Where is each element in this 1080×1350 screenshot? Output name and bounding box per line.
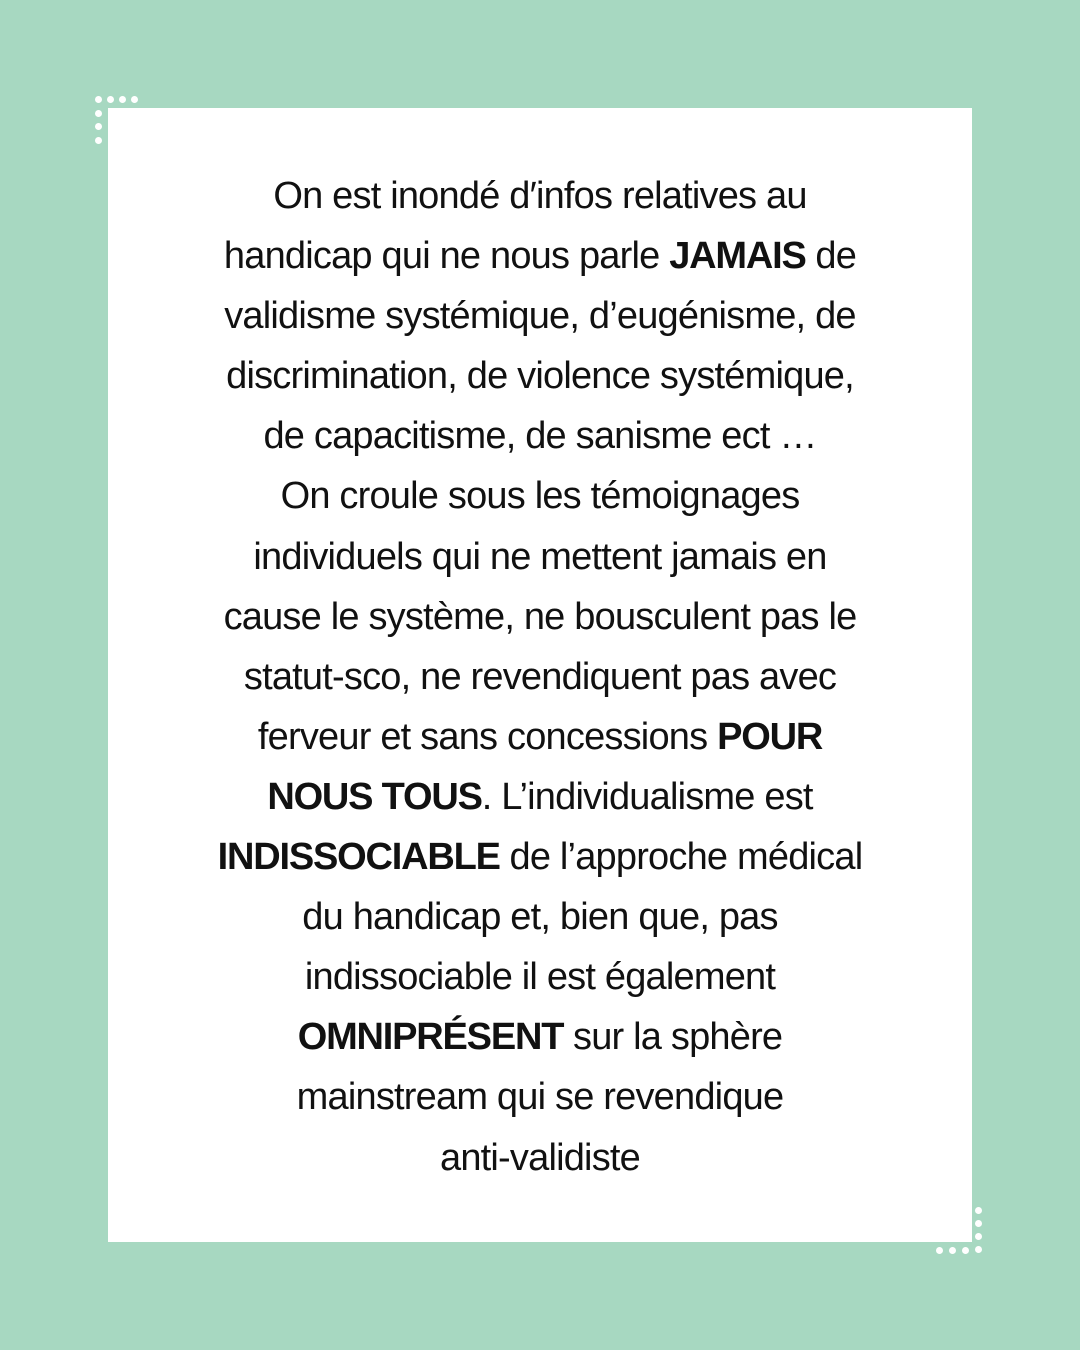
- text-line: [0, 527, 1080, 587]
- text-line: [0, 827, 1080, 887]
- text-line: [0, 286, 1080, 346]
- text-line: [0, 406, 1080, 466]
- text-line: [0, 466, 1080, 526]
- emphasis-text: OMNIPRÉSENT: [297, 1016, 564, 1059]
- text-segment: sur la sphère: [563, 1016, 783, 1059]
- dot-icon: [936, 1247, 943, 1254]
- text-segment: indissociable il est également: [304, 956, 776, 999]
- text-line: [0, 947, 1080, 1007]
- dot-icon: [131, 96, 138, 103]
- dot-icon: [975, 1220, 982, 1227]
- text-line: [0, 647, 1080, 707]
- text-segment: . L’individualisme est: [481, 775, 813, 818]
- text-line: [0, 226, 1080, 286]
- text-line: [0, 767, 1080, 827]
- dot-icon: [119, 96, 126, 103]
- text-segment: cause le système, ne bousculent pas le: [223, 595, 857, 638]
- text-segment: statut-sco, ne revendiquent pas avec: [243, 655, 837, 698]
- dot-icon: [107, 96, 114, 103]
- text-line: [0, 587, 1080, 647]
- text-segment: On est inondé d′infos relatives au: [273, 175, 807, 217]
- text-line: [0, 1007, 1080, 1067]
- dot-icon: [962, 1247, 969, 1254]
- text-segment: anti-validiste: [439, 1136, 640, 1179]
- text-segment: discrimination, de violence systémique,: [226, 355, 854, 398]
- dot-icon: [95, 110, 102, 117]
- text-line: [0, 1067, 1080, 1127]
- text-segment: validisme systémique, d’eugénisme, de: [224, 295, 856, 338]
- text-line: [0, 346, 1080, 406]
- text-segment: de l’approche médical: [499, 836, 863, 879]
- text-segment: de: [805, 235, 857, 278]
- text-line: [0, 1128, 1080, 1188]
- text-line: [0, 166, 1080, 226]
- text-segment: individuels qui ne mettent jamais en: [253, 535, 827, 578]
- text-line: [0, 707, 1080, 767]
- body-text: [0, 166, 1080, 1188]
- text-segment: handicap qui ne nous parle: [223, 235, 670, 278]
- emphasis-text: NOUS TOUS: [267, 775, 482, 818]
- text-line: [0, 887, 1080, 947]
- emphasis-text: INDISSOCIABLE: [217, 836, 500, 879]
- dot-icon: [95, 123, 102, 130]
- emphasis-text: POUR: [717, 715, 823, 758]
- dot-icon: [975, 1233, 982, 1240]
- dot-icon: [95, 96, 102, 103]
- dot-icon: [975, 1246, 982, 1253]
- dot-icon: [95, 137, 102, 144]
- emphasis-text: JAMAIS: [669, 235, 806, 278]
- text-segment: mainstream qui se revendique: [296, 1076, 784, 1119]
- text-segment: ferveur et sans concessions: [257, 715, 718, 758]
- text-segment: de capacitisme, de sanisme ect …: [263, 415, 817, 458]
- dot-icon: [975, 1207, 982, 1214]
- dot-icon: [949, 1247, 956, 1254]
- text-segment: On croule sous les témoignages: [280, 475, 800, 518]
- text-segment: du handicap et, bien que, pas: [302, 896, 778, 939]
